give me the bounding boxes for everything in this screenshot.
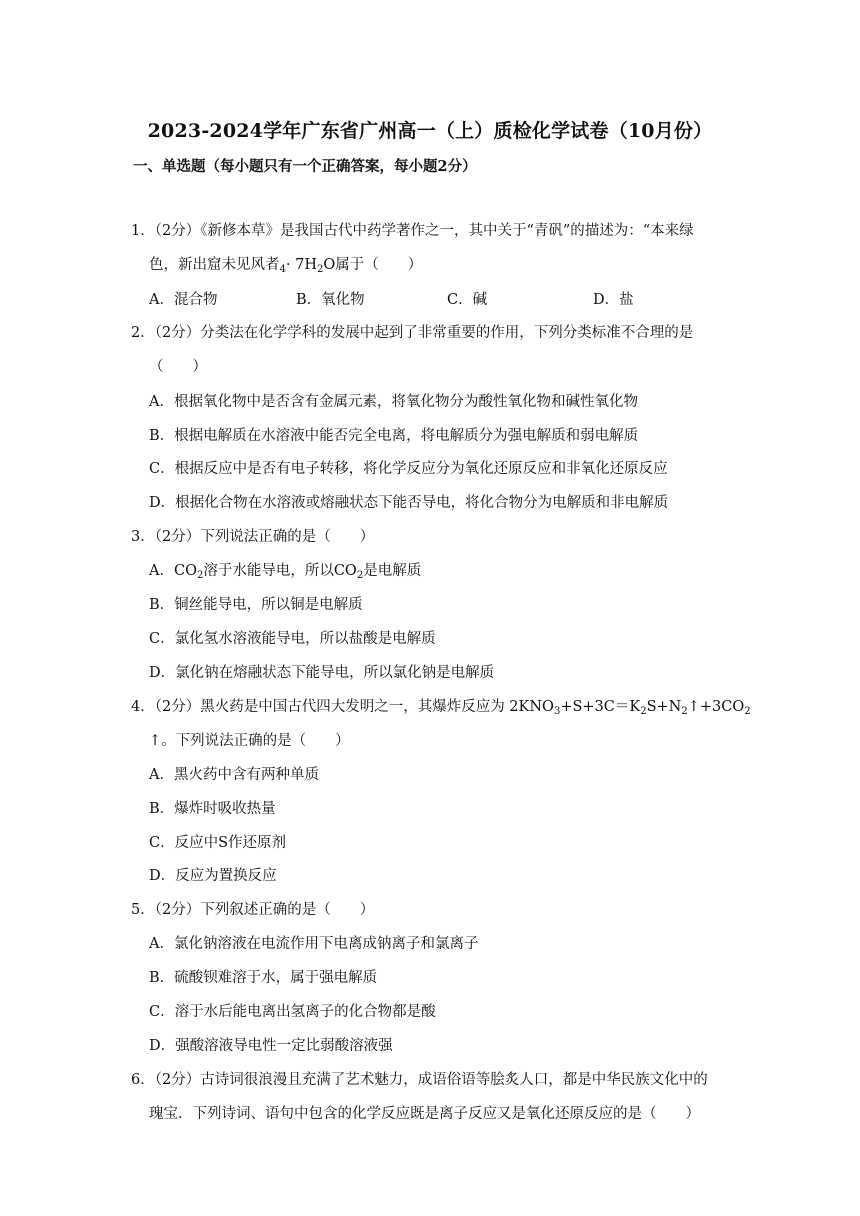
question-4-stem: 4．（2分）黑火药是中国古代四大发明之一，其爆炸反应为 $2KNO_3+S+3C=K_2S+N_2↑+3CO_2$: [131, 699, 751, 717]
option-a[interactable]: A．氯化钠溶液在电流作用下电离成钠离子和氯离子: [149, 936, 479, 952]
option-a[interactable]: A．黑火药中含有两种单质: [149, 767, 319, 783]
option-d[interactable]: D．强酸溶液导电性一定比弱酸溶液强: [149, 1038, 393, 1054]
option-b[interactable]: B．根据电解质在水溶液中能否完全电离，将电解质分为强电解质和弱电解质: [149, 428, 639, 444]
option-b[interactable]: B．氧化物: [296, 292, 365, 308]
page-title: 2023-2024学年广东省广州高一（上）质检化学试卷（10月份）: [147, 120, 713, 142]
question-1-stem: 1．（2分）《新修本草》是我国古代中药学著作之一，其中关于“青矾”的描述为：“本来绿: [131, 223, 694, 239]
option-c[interactable]: C．反应中S作还原剂: [149, 835, 287, 851]
question-6-stem: 6．（2分）古诗词很浪漫且充满了艺术魅力，成语俗语等脍炙人口，都是中华民族文化中的: [131, 1072, 708, 1088]
option-d[interactable]: D．反应为置换反应: [149, 868, 277, 884]
question-3-stem: 3．（2分）下列说法正确的是（ ）: [131, 529, 375, 545]
option-b[interactable]: B．硫酸钡难溶于水，属于强电解质: [149, 970, 378, 986]
option-c[interactable]: C．氯化氢水溶液能导电，所以盐酸是电解质: [149, 631, 436, 647]
option-b[interactable]: B．铜丝能导电，所以铜是电解质: [149, 597, 363, 613]
question-6-stem-cont: 瑰宝．下列诗词、语句中包含的化学反应既是离子反应又是氧化还原反应的是（ ）: [149, 1106, 700, 1122]
question-4-stem-cont: ↑。下列说法正确的是（ ）: [149, 733, 350, 749]
option-d[interactable]: D．氯化钠在熔融状态下能导电，所以氯化钠是电解质: [149, 665, 495, 681]
option-c[interactable]: C．碱: [447, 292, 488, 308]
question-2-stem-cont: （ ）: [149, 359, 207, 375]
option-c[interactable]: C．溶于水后能电离出氢离子的化合物都是酸: [149, 1004, 436, 1020]
question-2-stem: 2．（2分）分类法在化学学科的发展中起到了非常重要的作用，下列分类标准不合理的是: [131, 325, 694, 341]
option-d[interactable]: D．盐: [593, 292, 634, 308]
option-b[interactable]: B．爆炸时吸收热量: [149, 801, 276, 817]
option-a[interactable]: A．混合物: [149, 292, 218, 308]
option-a[interactable]: A．根据氧化物中是否含有金属元素，将氧化物分为酸性氧化物和碱性氧化物: [149, 394, 638, 410]
question-5-stem: 5．（2分）下列叙述正确的是（ ）: [131, 902, 375, 918]
option-d[interactable]: D．根据化合物在水溶液或熔融状态下能否导电，将化合物分为电解质和非电解质: [149, 495, 669, 511]
question-1-stem-cont: 色，新出窟未见风者$_4\cdot 7H_2O$属于（ ）: [149, 257, 423, 275]
option-c[interactable]: C．根据反应中是否有电子转移，将化学反应分为氧化还原反应和非氧化还原反应: [149, 461, 668, 477]
option-a[interactable]: A．$CO_2$溶于水能导电，所以$CO_2$是电解质: [149, 563, 422, 581]
section-heading: 一、单选题（每小题只有一个正确答案，每小题2分）: [133, 158, 477, 175]
question-1-options: [149, 290, 749, 310]
